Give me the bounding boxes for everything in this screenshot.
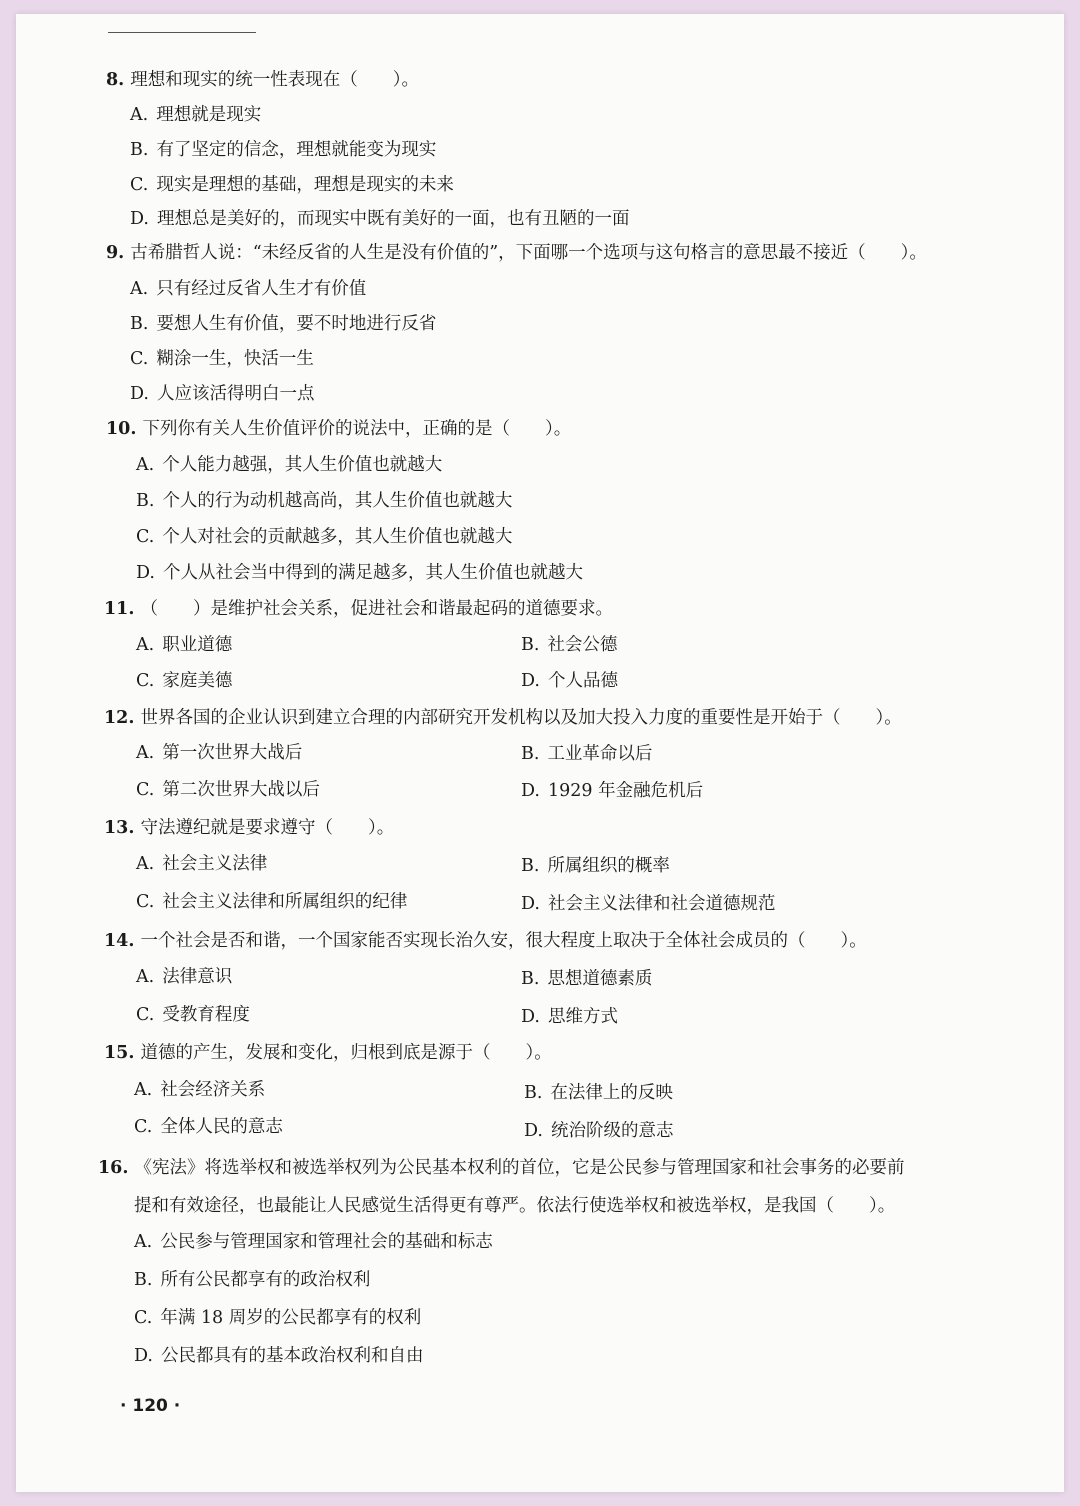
question-number: 10. — [106, 419, 137, 439]
option-11d: D. 个人品德 — [521, 671, 618, 691]
option-13b: B. 所属组织的概率 — [521, 856, 670, 876]
question-13 — [104, 814, 394, 839]
question-text: 一个社会是否和谐，一个国家能否实现长治久安，很大程度上取决于全体社会成员的（ ）。 — [140, 931, 867, 951]
option-9a: A. 只有经过反省人生才有价值 — [130, 279, 367, 299]
question-11 — [104, 595, 613, 620]
option-12c: C. 第二次世界大战以后 — [136, 780, 320, 800]
question-8 — [106, 66, 419, 91]
option-15b: B. 在法律上的反映 — [524, 1083, 673, 1103]
question-14 — [104, 927, 867, 952]
option-12a: A. 第一次世界大战后 — [136, 743, 303, 763]
option-11a: A. 职业道德 — [136, 635, 233, 655]
option-10a: A. 个人能力越强，其人生价值也就越大 — [136, 455, 443, 475]
option-8b: B. 有了坚定的信念，理想就能变为现实 — [130, 140, 437, 160]
question-number: 15. — [104, 1043, 135, 1063]
option-12d: D. 1929 年金融危机后 — [521, 781, 704, 801]
option-10c: C. 个人对社会的贡献越多，其人生价值也就越大 — [136, 527, 513, 547]
option-8d: D. 理想总是美好的，而现实中既有美好的一面，也有丑陋的一面 — [130, 209, 630, 229]
question-9 — [106, 239, 927, 264]
option-10d: D. 个人从社会当中得到的满足越多，其人生价值也就越大 — [136, 563, 583, 583]
question-text: 道德的产生，发展和变化，归根到底是源于（ ）。 — [140, 1043, 552, 1063]
option-11c: C. 家庭美德 — [136, 671, 233, 691]
question-number: 16. — [98, 1158, 129, 1178]
option-13c: C. 社会主义法律和所属组织的纪律 — [136, 892, 408, 912]
question-text: 理想和现实的统一性表现在（ ）。 — [130, 70, 420, 90]
option-13a: A. 社会主义法律 — [136, 854, 268, 874]
exam-page — [16, 14, 1064, 1492]
question-number: 12. — [104, 708, 135, 728]
question-text: 下列你有关人生价值评价的说法中，正确的是（ ）。 — [142, 419, 572, 439]
question-text: （ ）是维护社会关系，促进社会和谐最起码的道德要求。 — [140, 599, 613, 619]
question-number: 13. — [104, 818, 135, 838]
option-9b: B. 要想人生有价值，要不时地进行反省 — [130, 314, 437, 334]
question-text: 《宪法》将选举权和被选举权列为公民基本权利的首位，它是公民参与管理国家和社会事务的必要前 — [134, 1158, 905, 1178]
option-15a: A. 社会经济关系 — [134, 1080, 266, 1100]
question-number: 8. — [106, 70, 125, 90]
option-12b: B. 工业革命以后 — [521, 744, 653, 764]
question-text-line-2: 提和有效途径，也最能让人民感觉生活得更有尊严。依法行使选举权和被选举权，是我国（ ）。 — [134, 1196, 896, 1216]
question-16-continued — [134, 1192, 895, 1217]
question-number: 9. — [106, 243, 125, 263]
question-text: 古希腊哲人说：“未经反省的人生是没有价值的”，下面哪一个选项与这句格言的意思最不接近（ ）。 — [130, 243, 927, 263]
option-14c: C. 受教育程度 — [136, 1005, 250, 1025]
option-14d: D. 思维方式 — [521, 1007, 618, 1027]
question-text: 守法遵纪就是要求遵守（ ）。 — [140, 818, 395, 838]
option-16a: A. 公民参与管理国家和管理社会的基础和标志 — [134, 1232, 493, 1252]
option-8a: A. 理想就是现实 — [130, 105, 262, 125]
option-8c: C. 现实是理想的基础，理想是现实的未来 — [130, 175, 454, 195]
option-14a: A. 法律意识 — [136, 967, 233, 987]
page-number: · 120 · — [120, 1396, 181, 1416]
question-12 — [104, 704, 902, 729]
option-14b: B. 思想道德素质 — [521, 969, 653, 989]
question-10 — [106, 415, 571, 440]
option-9c: C. 糊涂一生，快活一生 — [130, 349, 314, 369]
header-rule — [108, 32, 256, 33]
question-text: 世界各国的企业认识到建立合理的内部研究开发机构以及加大投入力度的重要性是开始于（ ）。 — [140, 708, 902, 728]
option-9d: D. 人应该活得明白一点 — [130, 384, 315, 404]
question-number: 11. — [104, 599, 135, 619]
option-15d: D. 统治阶级的意志 — [524, 1121, 674, 1141]
question-16 — [98, 1154, 904, 1179]
option-16b: B. 所有公民都享有的政治权利 — [134, 1270, 371, 1290]
option-13d: D. 社会主义法律和社会道德规范 — [521, 894, 776, 914]
option-10b: B. 个人的行为动机越高尚，其人生价值也就越大 — [136, 491, 513, 511]
option-16c: C. 年满 18 周岁的公民都享有的权利 — [134, 1308, 422, 1328]
option-16d: D. 公民都具有的基本政治权利和自由 — [134, 1346, 424, 1366]
option-11b: B. 社会公德 — [521, 635, 618, 655]
question-15 — [104, 1039, 552, 1064]
option-15c: C. 全体人民的意志 — [134, 1117, 283, 1137]
question-number: 14. — [104, 931, 135, 951]
